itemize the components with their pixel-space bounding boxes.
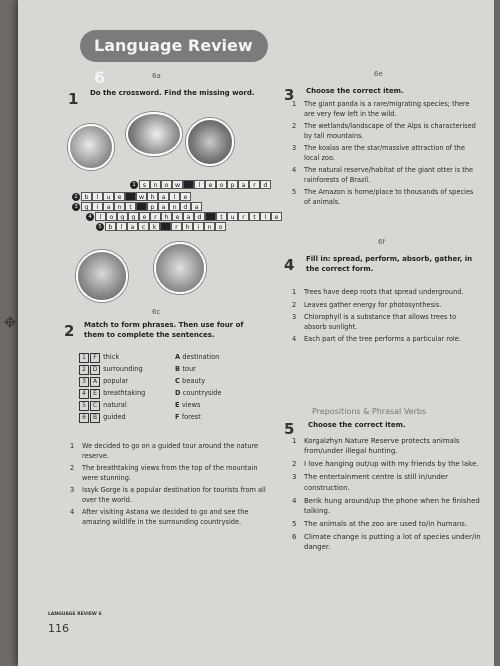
phrase-left: breathtaking — [101, 389, 146, 397]
item-text: Leaves gather energy for photosynthesis. — [304, 300, 442, 309]
crossword-blank-cell[interactable] — [183, 180, 194, 189]
crossword-cell[interactable]: k — [149, 222, 160, 231]
crossword-cell[interactable]: t — [249, 212, 260, 221]
list-item — [292, 166, 480, 185]
exercise-instruction: Choose the correct item. — [308, 421, 406, 429]
list-item — [292, 532, 482, 552]
answer-box[interactable]: B — [90, 413, 100, 423]
crossword-cell[interactable]: p — [147, 202, 158, 211]
item-number: 2 — [292, 300, 297, 309]
item-number: 1 — [292, 288, 297, 296]
item-text: Trees have deep roots that spread underground. — [304, 288, 464, 296]
crossword-cell[interactable]: i — [193, 222, 204, 231]
option-letter: F — [175, 413, 182, 422]
item-number: 6 — [292, 533, 297, 542]
item-text: We decided to go on a guided tour around the nature reserve. — [82, 442, 259, 460]
item-text: Issyk Gorge is a popular destination for tourists from all over the world. — [82, 486, 266, 504]
item-list — [292, 100, 480, 210]
item-text: The giant panda is a rare/migrating species; there are very few left in the wild. — [304, 100, 470, 118]
crossword-cell[interactable]: a — [127, 222, 138, 231]
item-text: The breathtaking views from the top of the mountain were stunning. — [82, 464, 258, 482]
list-item — [292, 436, 482, 456]
registration-mark-icon — [4, 316, 16, 328]
section-ref: 6f — [378, 238, 385, 246]
crossword-cell[interactable]: a — [158, 192, 169, 201]
crossword-cell[interactable]: n — [169, 202, 180, 211]
item-number-box: 3 — [79, 377, 89, 387]
crossword-cell[interactable]: e — [205, 180, 216, 189]
match-table-wrap — [76, 352, 276, 424]
clue-number: 1 — [130, 181, 138, 189]
clue-number: 2 — [72, 193, 80, 201]
sentence-list — [70, 442, 270, 530]
crossword-cell[interactable]: b — [105, 222, 116, 231]
item-text: The Amazon is home/place to thousands of species of animals. — [304, 188, 474, 206]
item-number-box: 6 — [79, 413, 89, 423]
match-row — [76, 412, 225, 424]
phrase-left: guided — [101, 413, 126, 421]
crossword-cell[interactable]: o — [216, 180, 227, 189]
crossword-cell[interactable]: l — [95, 212, 106, 221]
answer-box[interactable]: D — [90, 365, 100, 375]
clue-number: 3 — [72, 203, 80, 211]
item-text: The entertainment centre is still in/under construction. — [304, 473, 448, 492]
item-text: The wetlands/landscape of the Alps is characterised by tall mountains. — [304, 122, 476, 140]
option-letter: B — [175, 365, 183, 374]
phrase-right: forest — [181, 413, 201, 422]
phrase-left: thick — [101, 353, 120, 361]
phrase-left: popular — [101, 377, 129, 385]
item-text: The animals at the zoo are used to/in humans. — [304, 519, 468, 528]
crossword-cell[interactable]: e — [172, 212, 183, 221]
list-item — [292, 335, 480, 345]
crossword-cell[interactable]: r — [238, 212, 249, 221]
item-number-box: 4 — [79, 389, 89, 399]
crossword-cell[interactable]: w — [136, 192, 147, 201]
list-item — [292, 122, 480, 141]
turtle-photo — [76, 250, 128, 302]
crossword-cell[interactable]: l — [92, 192, 103, 201]
workbook-page — [18, 0, 494, 666]
phrase-right: beauty — [182, 377, 206, 386]
crossword-cell[interactable]: a — [238, 180, 249, 189]
item-list — [292, 288, 480, 348]
crossword-cell[interactable]: a — [103, 202, 114, 211]
item-number-box: 5 — [79, 401, 89, 411]
list-item — [292, 496, 482, 516]
match-row — [76, 364, 225, 376]
rhino-photo — [154, 242, 206, 294]
crossword-cell[interactable]: d — [180, 202, 191, 211]
crossword-cell[interactable]: n — [204, 222, 215, 231]
crossword-cell[interactable]: a — [183, 212, 194, 221]
item-number: 1 — [292, 437, 297, 445]
item-text: I love hanging out/up with my friends by the lake. — [304, 460, 479, 469]
crossword-cell[interactable]: r — [249, 180, 260, 189]
crossword-cell[interactable]: g — [81, 202, 92, 211]
crossword-cell[interactable]: u — [103, 192, 114, 201]
item-number: 4 — [292, 166, 297, 175]
item-number: 4 — [70, 508, 75, 517]
item-number-box: 1 — [79, 353, 89, 363]
list-item — [292, 188, 480, 207]
crossword-cell[interactable]: b — [81, 192, 92, 201]
footer-section-tag: LANGUAGE REVIEW 6 — [48, 612, 102, 617]
page-number: 116 — [48, 622, 69, 635]
crossword-cell[interactable]: r — [171, 222, 182, 231]
whale-photo — [126, 112, 182, 156]
crossword-cell[interactable]: n — [150, 180, 161, 189]
clue-number: 4 — [86, 213, 94, 221]
phrase-left: surrounding — [101, 365, 143, 373]
crossword-row — [96, 222, 226, 231]
item-number: 4 — [292, 335, 297, 344]
item-number: 1 — [292, 100, 297, 108]
list-item — [70, 486, 270, 505]
list-item — [292, 100, 480, 119]
crossword-row — [86, 212, 282, 221]
item-number: 3 — [292, 313, 297, 322]
crossword-cell[interactable]: c — [138, 222, 149, 231]
crossword-cell[interactable]: u — [227, 212, 238, 221]
option-letter: D — [175, 389, 183, 398]
crossword-cell[interactable]: t — [125, 202, 136, 211]
crossword-cell[interactable]: r — [150, 212, 161, 221]
item-text: Korgalzhyn Nature Reserve protects animals from/under illegal hunting. — [304, 437, 460, 456]
match-row — [76, 388, 225, 400]
item-list — [292, 436, 482, 555]
list-item — [70, 464, 270, 483]
crossword-cell[interactable]: h — [147, 192, 158, 201]
crossword-cell[interactable]: n — [114, 202, 125, 211]
exercise-instruction: Fill in: spread, perform, absorb, gather, in the correct form. — [306, 255, 473, 274]
item-text: After visiting Astana we decided to go and see the amazing wildlife in the surrounding countryside. — [82, 508, 249, 526]
crossword-row — [72, 192, 191, 201]
exercise-number: 2 — [64, 322, 75, 340]
item-number: 4 — [292, 496, 297, 505]
item-text: Climate change is putting a lot of species under/in danger. — [304, 533, 481, 552]
list-item — [292, 144, 480, 163]
list-item — [292, 459, 482, 469]
item-text: Berik hung around/up the phone when he finished talking. — [304, 496, 480, 515]
answer-box[interactable]: C — [90, 401, 100, 411]
crossword-cell[interactable]: l — [194, 180, 205, 189]
phrase-left: natural — [101, 401, 127, 409]
crossword-cell[interactable]: l — [169, 192, 180, 201]
crossword-cell[interactable]: l — [260, 212, 271, 221]
exercise-instruction: Match to form phrases. Then use four of them to complete the sentences. — [84, 321, 244, 340]
list-item — [292, 472, 482, 492]
crossword-blank-cell[interactable] — [160, 222, 171, 231]
item-text: Each part of the tree performs a particular role. — [304, 335, 461, 344]
panda-photo — [68, 124, 114, 170]
match-row — [76, 400, 225, 412]
exercise-number: 4 — [284, 256, 295, 274]
crossword-row — [72, 202, 202, 211]
section-ref: 6e — [374, 70, 383, 78]
item-text: The natural reserve/habitat of the giant otter is the rainforests of Brazil. — [304, 166, 474, 184]
exercise-number: 3 — [284, 86, 295, 104]
exercise-instruction: Choose the correct item. — [306, 87, 404, 95]
list-item — [70, 442, 270, 461]
phrase-right: countryside — [182, 389, 222, 398]
crossword-cell[interactable]: l — [116, 222, 127, 231]
section-heading: Prepositions & Phrasal Verbs — [312, 407, 427, 416]
list-item — [292, 301, 480, 311]
crossword-cell[interactable]: s — [139, 180, 150, 189]
item-number: 2 — [70, 464, 75, 473]
section-ref: 6a — [152, 72, 161, 80]
option-letter: A — [175, 353, 183, 362]
crossword-cell[interactable]: e — [180, 192, 191, 201]
list-item — [292, 519, 482, 529]
item-number-box: 2 — [79, 365, 89, 375]
clue-number: 5 — [96, 223, 104, 231]
crossword-cell[interactable]: e — [114, 192, 125, 201]
crossword-cell[interactable]: e — [271, 212, 282, 221]
option-letter: E — [175, 401, 182, 410]
match-row — [76, 376, 225, 388]
crossword-cell[interactable]: o — [106, 212, 117, 221]
phrase-right: views — [181, 401, 201, 410]
item-number: 2 — [292, 122, 297, 131]
crossword-cell[interactable]: d — [260, 180, 271, 189]
crossword-cell[interactable]: t — [216, 212, 227, 221]
crossword-row — [130, 180, 271, 189]
crossword-blank-cell[interactable] — [205, 212, 216, 221]
crossword-cell[interactable]: a — [191, 202, 202, 211]
item-number: 3 — [292, 144, 297, 153]
section-ref: 6c — [152, 308, 161, 316]
crossword-cell[interactable]: g — [128, 212, 139, 221]
crossword-cell[interactable]: e — [139, 212, 150, 221]
item-number: 2 — [292, 460, 297, 469]
list-item — [292, 313, 480, 332]
exercise-instruction: Do the crossword. Find the missing word. — [90, 89, 255, 97]
crossword-blank-cell[interactable] — [125, 192, 136, 201]
exercise-number: 5 — [284, 420, 295, 438]
crossword-cell[interactable]: i — [92, 202, 103, 211]
match-row — [76, 352, 225, 364]
phrase-right: destination — [182, 353, 220, 362]
crossword-cell[interactable]: o — [161, 180, 172, 189]
crossword-cell[interactable]: d — [194, 212, 205, 221]
list-item — [70, 508, 270, 527]
page-title: Language Review 6 — [80, 30, 268, 62]
crossword-cell[interactable]: h — [182, 222, 193, 231]
leopard-photo — [186, 118, 234, 166]
item-text: Chlorophyll is a substance that allows trees to absorb sunlight. — [304, 313, 457, 331]
answer-box[interactable]: F — [90, 353, 100, 363]
answer-box[interactable]: A — [90, 377, 100, 387]
crossword-blank-cell[interactable] — [136, 202, 147, 211]
answer-box[interactable]: E — [90, 389, 100, 399]
list-item — [292, 288, 480, 298]
item-number: 5 — [292, 188, 297, 197]
exercise-number: 1 — [68, 90, 79, 108]
item-number: 3 — [292, 473, 297, 482]
phrase-right: tour — [182, 365, 196, 374]
crossword-cell[interactable]: g — [117, 212, 128, 221]
option-letter: C — [175, 377, 183, 386]
crossword-cell[interactable]: a — [158, 202, 169, 211]
item-text: The koalas are the star/massive attraction of the local zoo. — [304, 144, 465, 162]
item-number: 3 — [70, 486, 75, 495]
crossword-cell[interactable]: h — [161, 212, 172, 221]
item-number: 5 — [292, 519, 297, 528]
crossword-cell[interactable]: w — [172, 180, 183, 189]
crossword-cell[interactable]: o — [215, 222, 226, 231]
item-number: 1 — [70, 442, 75, 450]
crossword-cell[interactable]: p — [227, 180, 238, 189]
match-table — [76, 352, 225, 424]
